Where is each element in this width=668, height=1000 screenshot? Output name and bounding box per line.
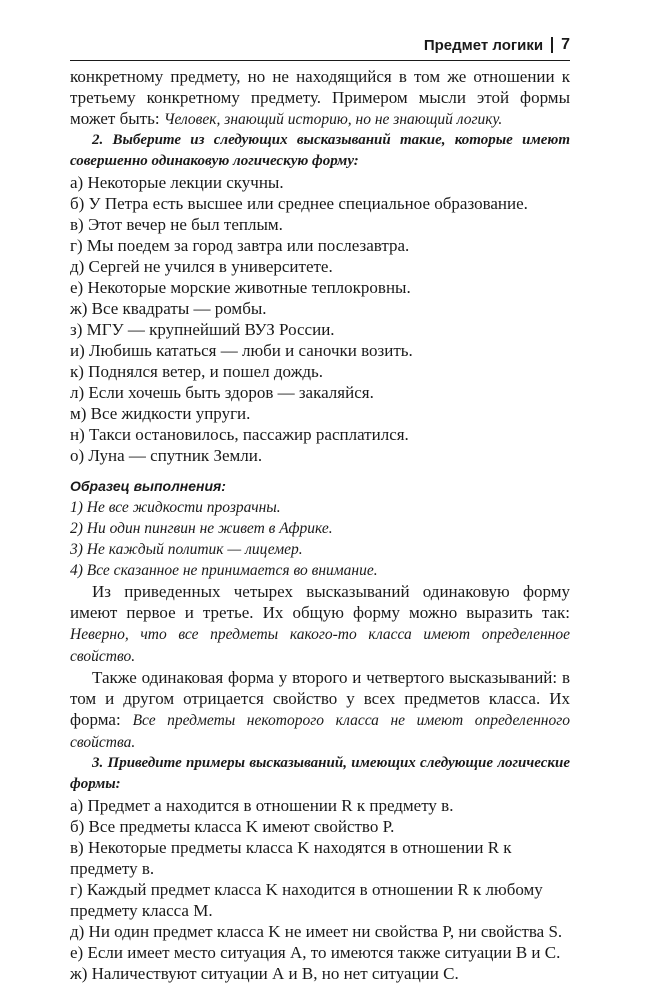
task2-option: л) Если хочешь быть здоров — закаляйся. — [70, 383, 374, 402]
page-number: 7 — [561, 36, 570, 53]
task2-options — [70, 172, 570, 466]
task2-option: н) Такси остановилось, пассажир расплатился. — [70, 425, 409, 444]
task2-option: г) Мы поедем за город завтра или послезавтра. — [70, 236, 410, 255]
task3-option: в) Некоторые предметы класса K находятся в отношении R к предмету в. — [70, 838, 512, 878]
task3-prompt: 3. Приведите примеры высказываний, имеющих следующие логические формы: — [70, 755, 570, 792]
spacer — [70, 466, 570, 476]
task3-options — [70, 795, 570, 984]
task3-option: е) Если имеет место ситуация А, то имеются также ситуации В и С. — [70, 943, 561, 962]
sample-para2-text: Также одинаковая форма у второго и четвертого высказываний: в том и другом отрицается свойство у всех предметов класса. Их форма: — [70, 668, 570, 729]
sample-item: 3) Не каждый политик — лицемер. — [70, 541, 303, 558]
task3-option: а) Предмет а находится в отношении R к предмету в. — [70, 796, 454, 815]
task2-option: ж) Все квадраты — ромбы. — [70, 299, 267, 318]
header-separator — [551, 37, 553, 53]
sample-item: 4) Все сказанное не принимается во внимание. — [70, 562, 378, 579]
task2-option: а) Некоторые лекции скучны. — [70, 173, 284, 192]
sample-item: 1) Не все жидкости прозрачны. — [70, 499, 281, 516]
task3-option: д) Ни один предмет класса K не имеет ни свойства P, ни свойства S. — [70, 922, 563, 941]
header-rule — [70, 60, 570, 61]
sample-para1-text: Из приведенных четырех высказываний одинаковую форму имеют первое и третье. Их общую форму можно выразить так: — [70, 582, 570, 622]
task2-option: о) Луна — спутник Земли. — [70, 446, 263, 465]
task2-option: в) Этот вечер не был теплым. — [70, 215, 283, 234]
task3-option: г) Каждый предмет класса K находится в отношении R к любому предмету класса М. — [70, 880, 543, 920]
task2-option: к) Поднялся ветер, и пошел дождь. — [70, 362, 324, 381]
task2-option: м) Все жидкости упруги. — [70, 404, 251, 423]
task3-option: ж) Наличествуют ситуации А и В, но нет ситуации С. — [70, 964, 459, 983]
task3-option: б) Все предметы класса K имеют свойство P. — [70, 817, 395, 836]
task2-prompt: 2. Выберите из следующих высказываний такие, которые имеют совершенно одинаковую логическую форму: — [70, 132, 570, 169]
sample-para2-example: Все предметы некоторого класса не имеют определенного свойства. — [70, 712, 570, 751]
task2-option: д) Сергей не учился в университете. — [70, 257, 333, 276]
task2-option: з) МГУ — крупнейший ВУЗ России. — [70, 320, 335, 339]
sample-item: 2) Ни один пингвин не живет в Африке. — [70, 520, 333, 537]
sample-paragraph-1 — [70, 581, 570, 667]
sample-paragraph-2 — [70, 667, 570, 753]
intro-example: Человек, знающий историю, но не знающий логику. — [163, 111, 503, 128]
sample-heading: Образец выполнения: — [70, 478, 226, 494]
task2-option: е) Некоторые морские животные теплокровны. — [70, 278, 411, 297]
task2-option: б) У Петра есть высшее или среднее специальное образование. — [70, 194, 528, 213]
sample-items — [70, 497, 570, 581]
page-body — [70, 66, 570, 984]
running-header — [424, 34, 570, 56]
intro-text: конкретному предмету, но не находящийся в том же отношении к третьему конкретному предмету. Примером мысли этой формы может быть: — [70, 67, 570, 128]
section-title: Предмет логики — [423, 36, 544, 54]
sample-para1-example: Неверно, что все предметы какого-то класса имеют определенное свойство. — [70, 626, 570, 665]
intro-paragraph — [70, 66, 570, 130]
task2-option: и) Любишь кататься — люби и саночки возить. — [70, 341, 413, 360]
